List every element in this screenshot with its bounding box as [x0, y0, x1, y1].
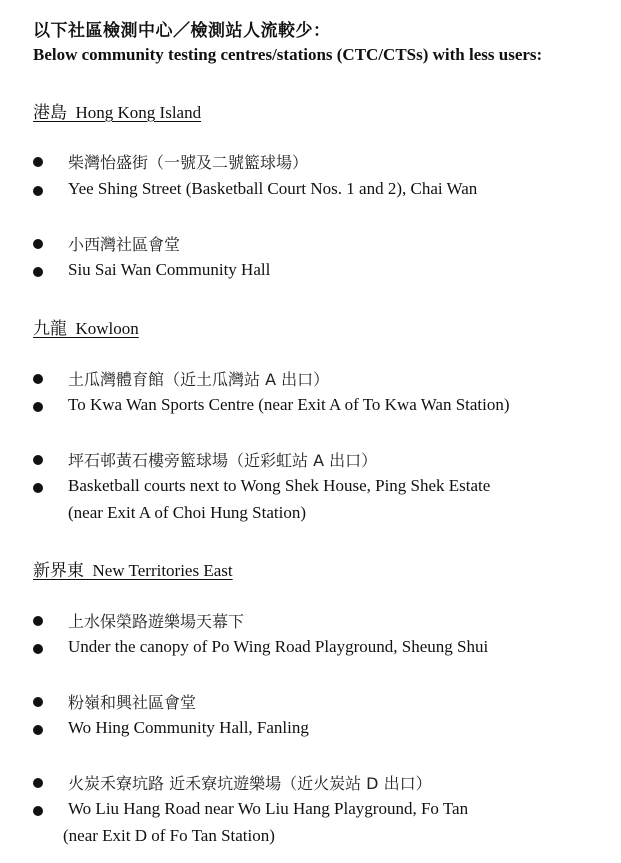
- list-item: [0, 637, 621, 661]
- list-item-text-zh: 上水保榮路遊樂場天幕下: [68, 612, 245, 631]
- list-item: [0, 690, 621, 714]
- bullet-icon: [33, 402, 43, 412]
- list-item-text-zh: 柴灣怡盛街（一號及二號籃球場）: [68, 153, 309, 172]
- list-item: [0, 150, 621, 174]
- bullet-icon: [33, 186, 43, 196]
- title-english: Below community testing centres/stations (CTC/CTSs) with less users:: [33, 45, 543, 64]
- bullet-icon: [33, 778, 43, 788]
- list-item: [0, 771, 621, 795]
- bullet-icon: [33, 697, 43, 707]
- list-item-text-en: Wo Liu Hang Road near Wo Liu Hang Playground, Fo Tan: [68, 799, 469, 818]
- list-item-text-zh: 小西灣社區會堂: [68, 235, 181, 254]
- bullet-icon: [33, 483, 43, 493]
- list-item: [0, 179, 621, 203]
- list-item-text-zh: 粉嶺和興社區會堂: [68, 693, 197, 712]
- region-heading-hong-kong-island: 港島 Hong Kong Island: [33, 103, 202, 122]
- list-item-text-zh: 坪石邨黃石樓旁籃球場（近彩虹站 A 出口）: [68, 451, 378, 470]
- list-item: [0, 609, 621, 633]
- list-item-text-en: To Kwa Wan Sports Centre (near Exit A of To Kwa Wan Station): [68, 395, 510, 414]
- bullet-icon: [33, 725, 43, 735]
- list-item-text-en: Yee Shing Street (Basketball Court Nos. 1 and 2), Chai Wan: [68, 179, 478, 198]
- list-item-text-zh: 火炭禾寮坑路 近禾寮坑遊樂場（近火炭站 D 出口）: [68, 774, 432, 793]
- bullet-icon: [33, 157, 43, 167]
- region-heading-kowloon: 九龍 Kowloon: [33, 319, 139, 338]
- list-item: [0, 476, 621, 500]
- list-item-text-en: Under the canopy of Po Wing Road Playground, Sheung Shui: [68, 637, 489, 656]
- list-item: [0, 395, 621, 419]
- bullet-icon: [33, 239, 43, 249]
- bullet-icon: [33, 616, 43, 626]
- bullet-icon: [33, 374, 43, 384]
- region-heading-new-territories-east: 新界東 New Territories East: [33, 561, 233, 580]
- list-item: [0, 799, 621, 823]
- list-item: [0, 367, 621, 391]
- title-chinese: 以下社區檢測中心／檢測站人流較少：: [33, 21, 331, 41]
- bullet-icon: [33, 644, 43, 654]
- list-item-continuation: (near Exit D of Fo Tan Station): [63, 826, 275, 845]
- list-item: [0, 448, 621, 472]
- bullet-icon: [33, 267, 43, 277]
- list-item: [0, 260, 621, 284]
- list-item-text-en: Siu Sai Wan Community Hall: [68, 260, 271, 279]
- list-item-text-en: Basketball courts next to Wong Shek House, Ping Shek Estate: [68, 476, 491, 495]
- list-item: [0, 718, 621, 742]
- list-item-text-en: Wo Hing Community Hall, Fanling: [68, 718, 309, 737]
- bullet-icon: [33, 806, 43, 816]
- bullet-icon: [33, 455, 43, 465]
- list-item-text-zh: 土瓜灣體育館（近土瓜灣站 A 出口）: [68, 370, 330, 389]
- list-item-continuation: (near Exit A of Choi Hung Station): [68, 503, 306, 522]
- list-item: [0, 232, 621, 256]
